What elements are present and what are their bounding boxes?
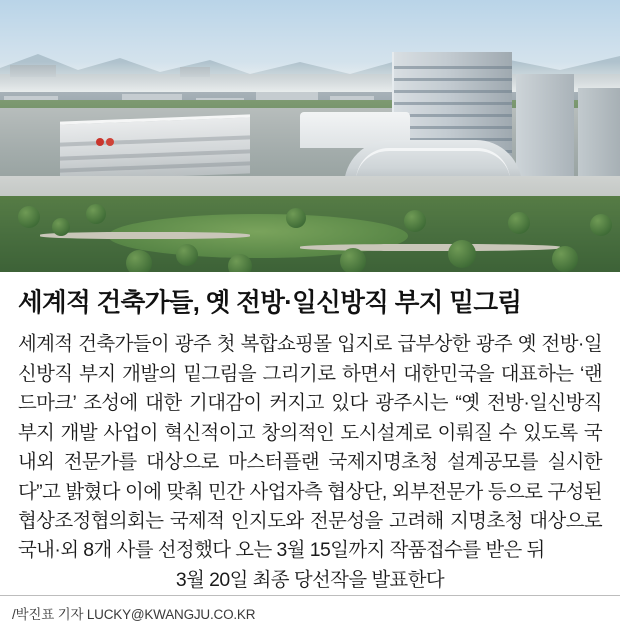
tree-icon [552,246,578,272]
tree-icon [228,254,252,272]
tree-icon [286,208,306,228]
tree-icon [176,244,198,266]
park-path-2 [300,244,560,251]
tree-icon [52,218,70,236]
building-signage-icon [96,138,104,146]
tree-icon [448,240,476,268]
tower-building-icon-3 [578,88,620,184]
tree-icon [404,210,426,232]
byline: /박진표 기자 LUCKY@KWANGJU.CO.KR [12,607,256,623]
cultural-complex-building [60,114,250,180]
article-photo [0,0,620,272]
article-footer [0,595,620,631]
tree-icon [18,206,40,228]
page-title: 세계적 건축가들, 옛 전방·일신방직 부지 밑그림 [18,289,522,317]
tree-icon [126,250,152,272]
article-body-last-line: 3월 20일 최종 당선작을 발표한다 [175,568,445,591]
tree-icon [508,212,530,234]
tower-building-icon-2 [516,74,574,182]
article-body [18,330,602,595]
park-path-1 [40,232,250,239]
tree-icon [86,204,106,224]
article-content [0,272,620,595]
article-body-main: 세계적 건축가들이 광주 첫 복합쇼핑몰 입지로 급부상한 광주 옛 전방·일신방직 부지 개발의 밑그림을 그리기로 하면서 대한민국을 대표하는 ‘랜드마크’ 조성에 대한 기대감이 커지고 있다 광주시는 “옛 전방·일신방직 부지 개발 사업이 혁신적이고 창의적인 도시설계로 이뤄질 수 있도록 국내외 전문가를 대상으로 마스터플랜 국제지명초청 설계공모를 실시한다”고 밝혔다 이에 맞춰 민간 사업자측 협상단, 외부전문가 등으로 구성된 협상조정협의회는 국제적 인지도와 전문성을 고려해 지명초청 대상으로 국내·외 8개 사를 선정했다 오는 3월 15일까지 작품접수를 받은 뒤 [18,333,602,562]
tree-icon [590,214,612,236]
tree-icon [340,248,366,272]
